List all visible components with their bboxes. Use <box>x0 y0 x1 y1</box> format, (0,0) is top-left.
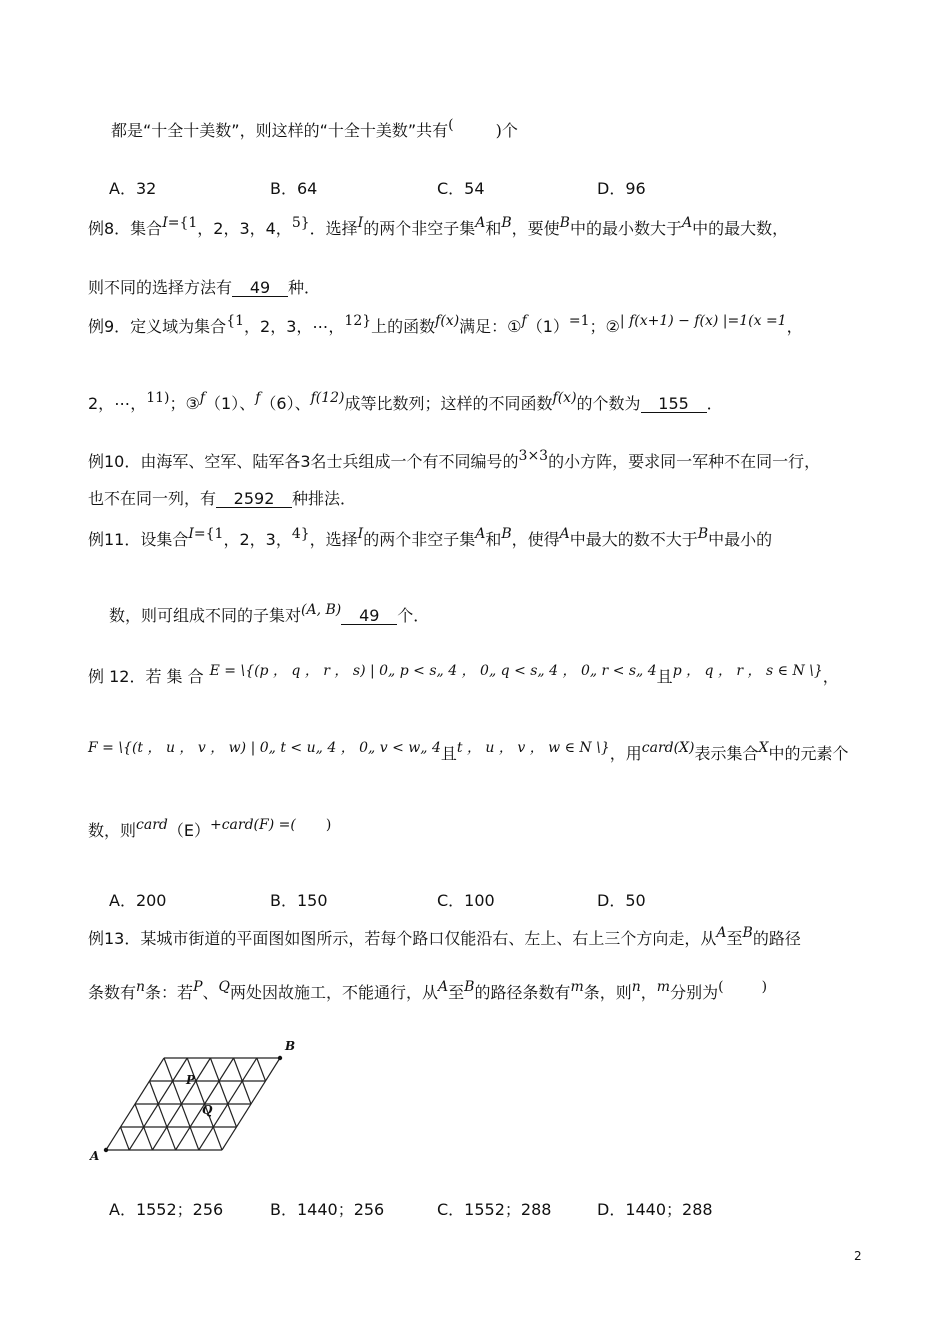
q9-answer: 155 <box>641 395 707 413</box>
q9-dots: ⋯ <box>312 317 329 336</box>
q8-s7: 中的最小数大于 <box>569 219 682 238</box>
grid-l-2 <box>150 1081 176 1150</box>
q13-paren-left: ( <box>718 979 724 995</box>
q7-option-a: A．32 <box>109 179 157 198</box>
label-b: B <box>285 1039 296 1053</box>
q8-eq: ={1 <box>167 215 198 231</box>
q11-b2: B <box>697 526 709 542</box>
q12-s4: 中的元素个 <box>768 744 849 763</box>
q7-paren-left: ( <box>448 117 454 133</box>
q10-l2b: 种排法． <box>292 489 357 508</box>
point-b-dot <box>278 1056 282 1060</box>
q12-card: card <box>136 817 168 833</box>
q8-s5: 和 <box>485 219 502 238</box>
q12-qie2: 且 <box>440 744 457 763</box>
q13-l2g: 条，则 <box>583 983 632 1002</box>
q9-s2: ，2，3， <box>244 317 313 336</box>
q12-s-end: ， <box>822 667 839 686</box>
q9-line-2 <box>88 390 723 415</box>
q12-f-vars: t ， u ， v ， w ∈ N \} <box>456 740 610 756</box>
q12-plus: +card(F) =( <box>209 817 296 833</box>
q12-option-c: C．100 <box>437 891 495 910</box>
q7-text: 都是“十全十美数”，则这样的“十全十美数”共有 <box>111 121 449 140</box>
q13-b2: B <box>464 979 475 995</box>
q13-l2e: 至 <box>448 983 465 1002</box>
q10-answer: 2592 <box>216 490 292 508</box>
q13-l2d: 两处因故施工，不能通行，从 <box>229 983 438 1002</box>
q13-option-c: C．1552；288 <box>437 1200 552 1219</box>
q10-line-2 <box>88 489 356 509</box>
q13-l2c: 、 <box>202 983 219 1002</box>
q12-card-x: card(X) <box>641 740 695 756</box>
q9-l2-s2: （1）、 <box>205 394 256 413</box>
q7-paren-right: ) <box>495 121 502 140</box>
q9-twelve: 12} <box>344 313 372 329</box>
q10-l2a: 也不在同一列，有 <box>88 489 217 508</box>
q13-n2: n <box>631 979 641 995</box>
q8-s6: ，要使 <box>511 219 560 238</box>
q12-option-b: B．150 <box>270 891 328 910</box>
q9-l2-s5: 的个数为 <box>576 394 641 413</box>
q13-l2i: 分别为 <box>670 983 719 1002</box>
q9-abs: | f(x+1) − f(x) |=1(x =1 <box>619 313 787 329</box>
q13-line-2 <box>88 979 768 1004</box>
q12-option-a: A．200 <box>109 891 167 910</box>
q13-option-b: B．1440；256 <box>270 1200 385 1219</box>
q9-fx: f(x) <box>435 313 460 329</box>
q13-line-1 <box>88 925 801 950</box>
q11-eq: ={1 <box>193 526 224 542</box>
q9-fx2: f(x) <box>552 390 577 406</box>
q11-s5: 和 <box>485 530 502 549</box>
q9-f1: f <box>521 313 527 329</box>
q11-a2: A <box>559 526 570 542</box>
q13-l2h: ， <box>640 983 657 1002</box>
q13-n: n <box>136 979 146 995</box>
q9-s4: 上的函数 <box>371 317 436 336</box>
q11-l2b: 个． <box>397 606 430 625</box>
q10-line-1 <box>88 448 821 473</box>
q11-s7: 中最大的数不大于 <box>569 530 698 549</box>
q9-set-open: {1 <box>226 313 245 329</box>
q11-label: 例11．设集合 <box>88 530 189 549</box>
q9-label: 例9．定义域为集合 <box>88 317 227 336</box>
q12-line-1 <box>88 663 839 688</box>
q9-eleven: 11) <box>146 390 170 406</box>
q12-l3c: ) <box>325 817 332 833</box>
q7-tail: 个 <box>501 121 518 140</box>
q12-e-def: E = \{(p ， q ， r ， s) | 0„ p < s„ 4 ， 0„ q < s„ 4 ， 0„ r < s„ 4 <box>209 663 657 679</box>
q9-l2-s4: 成等比数列；这样的不同函数 <box>344 394 553 413</box>
q13-l2b: 条：若 <box>145 983 194 1002</box>
q8-l2b: 种． <box>288 278 321 297</box>
q9-s3: ， <box>328 317 345 336</box>
q8-s8: 中的最大数， <box>692 219 789 238</box>
q9-fb: f <box>255 390 261 406</box>
q8-line-1 <box>88 215 789 240</box>
label-a: A <box>90 1149 100 1163</box>
grid-l-7 <box>257 1058 266 1081</box>
q13-l2a: 条数有 <box>88 983 137 1002</box>
q12-s3: 表示集合 <box>694 744 759 763</box>
q11-l2a: 数，则可组成不同的子集对 <box>109 606 302 625</box>
q13-p: P <box>193 979 203 995</box>
q10-dim: 3×3 <box>518 448 549 464</box>
q11-pair: (A, B) <box>301 602 342 618</box>
page-number: 2 <box>854 1249 862 1263</box>
q8-line-2 <box>88 278 320 298</box>
q9-f12: f(12) <box>310 390 345 406</box>
label-p: P <box>186 1073 196 1087</box>
q12-label: 例 12．若 集 合 <box>88 667 204 686</box>
q9-eq1: =1 <box>568 313 590 329</box>
q13-paren-right: ) <box>761 979 768 995</box>
point-a-dot <box>104 1148 108 1152</box>
q11-line-1 <box>88 526 773 551</box>
q9-s5: 满足：① <box>459 317 522 336</box>
q9-s6: （1） <box>526 317 569 336</box>
grid-l-5 <box>210 1058 236 1127</box>
q11-b: B <box>501 526 512 542</box>
q8-answer: 49 <box>232 279 288 297</box>
q12-option-d: D．50 <box>597 891 646 910</box>
grid-lines <box>106 1058 280 1150</box>
q13-label: 例13．某城市街道的平面图如图所示，若每个路口仅能沿右、左上、右上三个方向走，从 <box>88 929 717 948</box>
q7-option-c: C．54 <box>437 179 485 198</box>
q8-numbers: ，2，3，4， <box>197 219 292 238</box>
q13-a2: A <box>438 979 449 995</box>
q9-line-1 <box>88 313 803 338</box>
q9-l2-two: 2， <box>88 394 115 413</box>
q13-b: B <box>742 925 753 941</box>
q7-option-b: B．64 <box>270 179 318 198</box>
q8-b: B <box>501 215 512 231</box>
q9-fa: f <box>199 390 206 406</box>
q12-l3a: 数，则 <box>88 821 137 840</box>
q12-l3b: （E） <box>167 821 210 840</box>
grid-l-0 <box>121 1127 130 1150</box>
q11-i2: I <box>357 526 364 542</box>
q11-i: I <box>188 526 194 542</box>
q9-l2-s1: ；③ <box>169 394 200 413</box>
q12-f-def: F = \{(t ， u ， v ， w) | 0„ t < u„ 4 ， 0„ v < w„ 4 <box>88 740 441 756</box>
q9-s7: ；② <box>589 317 620 336</box>
q12-x: X <box>758 740 769 756</box>
q9-l2-dots: ⋯ <box>114 394 131 413</box>
q11-s4: 的两个非空子集 <box>363 530 476 549</box>
q10-s2: 的小方阵，要求同一军种不在同一行， <box>548 452 821 471</box>
q8-set-i: I <box>162 215 168 231</box>
q11-four: 4} <box>291 526 310 542</box>
q11-s2: ，2，3， <box>223 530 292 549</box>
q8-s4: 的两个非空子集 <box>363 219 476 238</box>
q13-m2: m <box>656 979 671 995</box>
q12-s2: ，用 <box>609 744 642 763</box>
q13-q: Q <box>218 979 230 995</box>
q12-line-3 <box>88 817 332 842</box>
q8-l2a: 则不同的选择方法有 <box>88 278 233 297</box>
q13-option-d: D．1440；288 <box>597 1200 713 1219</box>
q11-answer: 49 <box>341 607 397 625</box>
q9-l2-end: ． <box>706 394 723 413</box>
q8-a: A <box>475 215 486 231</box>
q12-e-vars: p ， q ， r ， s ∈ N \} <box>672 663 823 679</box>
q13-s3: 的路径 <box>752 929 801 948</box>
q8-five: 5} <box>291 215 310 231</box>
q13-m: m <box>570 979 584 995</box>
q9-s8: ， <box>786 317 803 336</box>
q11-s3: ，选择 <box>309 530 358 549</box>
q13-street-grid-figure <box>86 1036 306 1166</box>
q8-b2: B <box>559 215 570 231</box>
q7-option-d: D．96 <box>597 179 646 198</box>
q11-s8: 中最小的 <box>708 530 773 549</box>
q13-s2: 至 <box>726 929 743 948</box>
q11-s6: ，使得 <box>511 530 560 549</box>
q12-line-2 <box>88 740 849 765</box>
q8-label: 例8．集合 <box>88 219 163 238</box>
q13-a: A <box>716 925 727 941</box>
q9-l2-s3: （6）、 <box>260 394 311 413</box>
q8-a2: A <box>681 215 693 231</box>
q10-label: 例10．由海军、空军、陆军各3名士兵组成一个有不同编号的 <box>88 452 519 471</box>
q9-l2-comma: ， <box>130 394 147 413</box>
q7-line <box>111 117 518 142</box>
q8-i2: I <box>357 215 364 231</box>
q13-l2f: 的路径条数有 <box>474 983 571 1002</box>
label-q: Q <box>202 1103 213 1117</box>
q11-a: A <box>475 526 486 542</box>
q13-option-a: A．1552；256 <box>109 1200 224 1219</box>
q11-line-2 <box>109 602 430 627</box>
q12-qie: 且 <box>656 667 673 686</box>
q8-s3: ．选择 <box>309 219 358 238</box>
